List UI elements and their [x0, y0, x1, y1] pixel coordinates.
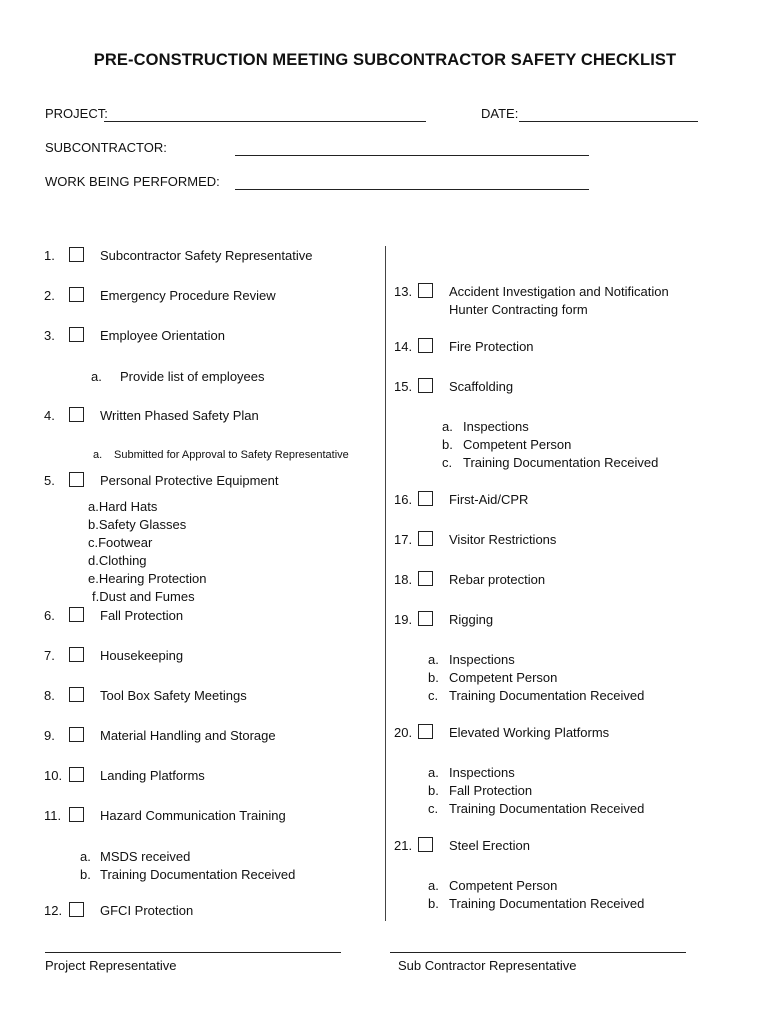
item-number: 21. [394, 838, 413, 853]
checkbox-item-14[interactable] [418, 338, 433, 353]
sub-item-label: Competent Person [463, 437, 572, 452]
subcontractor-representative-label: Sub Contractor Representative [398, 958, 577, 973]
item-number: 4. [44, 408, 55, 423]
item-label: GFCI Protection [100, 903, 194, 918]
checkbox-item-5[interactable] [69, 472, 84, 487]
subcontractor-representative-signature-line[interactable] [390, 952, 686, 953]
checkbox-item-8[interactable] [69, 687, 84, 702]
checkbox-item-21[interactable] [418, 837, 433, 852]
sub-item-label: Inspections [463, 419, 529, 434]
sub-item-marker: b. [80, 867, 91, 882]
checkbox-item-10[interactable] [69, 767, 84, 782]
project-field[interactable] [104, 121, 426, 122]
checkbox-item-3[interactable] [69, 327, 84, 342]
checkbox-item-13[interactable] [418, 283, 433, 298]
checkbox-item-19[interactable] [418, 611, 433, 626]
sub-item-label: Training Documentation Received [463, 455, 659, 470]
item-number: 2. [44, 288, 55, 303]
item-label: Elevated Working Platforms [449, 725, 610, 740]
checkbox-item-18[interactable] [418, 571, 433, 586]
item-number: 3. [44, 328, 55, 343]
sub-item-marker: c. [442, 455, 453, 470]
checkbox-item-15[interactable] [418, 378, 433, 393]
item-number: 14. [394, 339, 413, 354]
sub-item-label: Competent Person [449, 878, 558, 893]
work-performed-label: WORK BEING PERFORMED: [45, 174, 220, 189]
sub-item-label: e.Hearing Protection [88, 571, 207, 586]
sub-item-label: Submitted for Approval to Safety Representative [114, 449, 349, 461]
sub-item-label: f.Dust and Fumes [92, 589, 195, 604]
date-label: DATE: [481, 106, 519, 121]
item-label: Personal Protective Equipment [100, 473, 279, 488]
item-number: 7. [44, 648, 55, 663]
checkbox-item-20[interactable] [418, 724, 433, 739]
sub-item-label: Provide list of employees [120, 369, 265, 384]
subcontractor-field[interactable] [235, 155, 589, 156]
item-label: Subcontractor Safety Representative [100, 248, 313, 263]
checkbox-item-6[interactable] [69, 607, 84, 622]
sub-item-label: Fall Protection [449, 783, 533, 798]
sub-item-label: Inspections [449, 765, 515, 780]
sub-item-marker: a. [93, 449, 103, 461]
item-label: Tool Box Safety Meetings [100, 688, 247, 703]
item-label: Accident Investigation and Notification [449, 284, 669, 299]
sub-item-marker: a. [428, 765, 439, 780]
item-number: 11. [44, 808, 62, 823]
item-number: 10. [44, 768, 63, 783]
item-label-line2: Hunter Contracting form [449, 302, 588, 317]
project-representative-label: Project Representative [45, 958, 177, 973]
sub-item-marker: b. [442, 437, 453, 452]
item-label: Fire Protection [449, 339, 534, 354]
checkbox-item-11[interactable] [69, 807, 84, 822]
item-number: 12. [44, 903, 63, 918]
checkbox-item-2[interactable] [69, 287, 84, 302]
item-number: 19. [394, 612, 413, 627]
item-label: Employee Orientation [100, 328, 226, 343]
item-number: 13. [394, 284, 413, 299]
item-label: Steel Erection [449, 838, 530, 853]
sub-item-label: a.Hard Hats [88, 499, 158, 514]
sub-item-marker: c. [428, 801, 439, 816]
sub-item-marker: a. [80, 849, 91, 864]
item-label: Rigging [449, 612, 494, 627]
column-divider [385, 246, 386, 921]
item-label: Written Phased Safety Plan [100, 408, 259, 423]
item-number: 6. [44, 608, 55, 623]
sub-item-label: Training Documentation Received [449, 688, 645, 703]
item-label: Rebar protection [449, 572, 546, 587]
sub-item-marker: b. [428, 896, 439, 911]
sub-item-label: Competent Person [449, 670, 558, 685]
item-label: Fall Protection [100, 608, 184, 623]
item-number: 16. [394, 492, 413, 507]
item-label: Emergency Procedure Review [100, 288, 276, 303]
sub-item-marker: b. [428, 670, 439, 685]
item-number: 1. [44, 248, 55, 263]
item-number: 15. [394, 379, 413, 394]
checkbox-item-4[interactable] [69, 407, 84, 422]
checkbox-item-16[interactable] [418, 491, 433, 506]
item-number: 17. [394, 532, 413, 547]
checkbox-item-1[interactable] [69, 247, 84, 262]
sub-item-label: MSDS received [100, 849, 191, 864]
sub-item-label: Training Documentation Received [449, 896, 645, 911]
subcontractor-label: SUBCONTRACTOR: [45, 140, 167, 155]
sub-item-label: Training Documentation Received [100, 867, 296, 882]
work-performed-field[interactable] [235, 189, 589, 190]
sub-item-marker: a. [428, 652, 439, 667]
item-number: 20. [394, 725, 413, 740]
item-label: Visitor Restrictions [449, 532, 557, 547]
item-label: Housekeeping [100, 648, 184, 663]
item-label: Scaffolding [449, 379, 514, 394]
sub-item-label: Training Documentation Received [449, 801, 645, 816]
item-label: First-Aid/CPR [449, 492, 529, 507]
item-number: 18. [394, 572, 413, 587]
checkbox-item-9[interactable] [69, 727, 84, 742]
item-label: Landing Platforms [100, 768, 205, 783]
sub-item-marker: a. [442, 419, 453, 434]
project-label: PROJECT: [45, 106, 108, 121]
sub-item-marker: a. [91, 369, 102, 384]
item-label: Material Handling and Storage [100, 728, 276, 743]
checkbox-item-7[interactable] [69, 647, 84, 662]
checkbox-item-12[interactable] [69, 902, 84, 917]
sub-item-marker: b. [428, 783, 439, 798]
sub-item-label: d.Clothing [88, 553, 147, 568]
item-number: 8. [44, 688, 55, 703]
project-representative-signature-line[interactable] [45, 952, 341, 953]
sub-item-marker: c. [428, 688, 439, 703]
sub-item-label: Inspections [449, 652, 515, 667]
item-number: 9. [44, 728, 55, 743]
sub-item-label: b.Safety Glasses [88, 517, 187, 532]
checkbox-item-17[interactable] [418, 531, 433, 546]
sub-item-marker: a. [428, 878, 439, 893]
sub-item-label: c.Footwear [88, 535, 153, 550]
item-number: 5. [44, 473, 55, 488]
item-label: Hazard Communication Training [100, 808, 286, 823]
date-field[interactable] [519, 121, 698, 122]
page-title: PRE-CONSTRUCTION MEETING SUBCONTRACTOR SAFETY CHECKLIST [93, 51, 677, 69]
